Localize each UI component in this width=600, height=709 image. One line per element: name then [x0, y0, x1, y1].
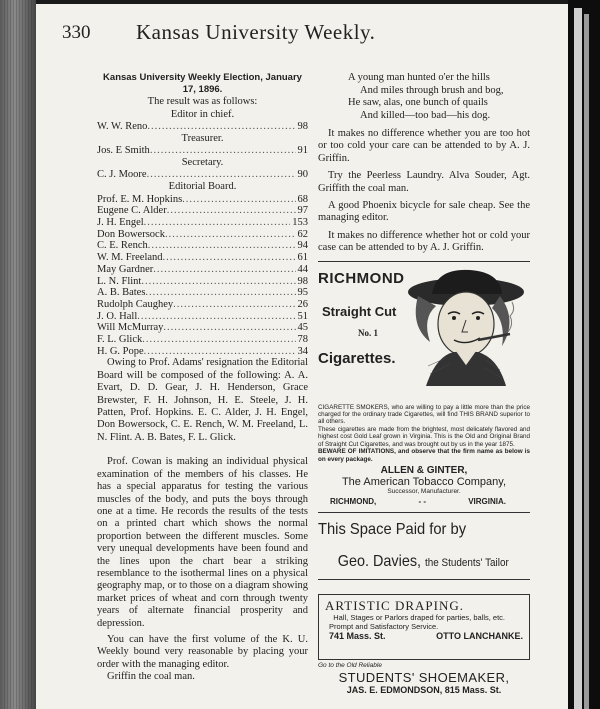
leader-dots [163, 252, 296, 264]
leader-dots [163, 322, 295, 334]
vote-count: 94 [297, 240, 308, 252]
election-result-row [97, 346, 308, 358]
draping-services: Hall, Stages or Parlors draped for parties, balls, etc. [333, 612, 505, 622]
election-result-row [97, 145, 308, 157]
poem [318, 72, 530, 122]
next-page-edge [574, 8, 582, 709]
election-result-row [97, 311, 308, 323]
vote-count: 68 [297, 193, 308, 205]
draping-ad [318, 594, 530, 660]
book-spine [0, 0, 36, 709]
vote-count: 45 [297, 322, 308, 334]
vote-count: 97 [297, 205, 308, 217]
masthead: Kansas University Weekly. [136, 20, 376, 44]
vote-count: 98 [297, 121, 308, 132]
candidate-name: A. B. Bates [97, 287, 146, 299]
vote-count: 90 [297, 169, 308, 181]
draping-title: ARTISTIC DRAPING. [325, 597, 465, 613]
ad-beware: BEWARE OF IMITATIONS, and observe that the firm name as below is on every package. [318, 448, 530, 463]
leader-dots [137, 311, 295, 323]
ad-state: VIRGINIA. [468, 496, 506, 506]
election-result-row [97, 240, 308, 252]
election-result-row [97, 205, 308, 217]
leader-dots [148, 240, 296, 252]
leader-dots [145, 287, 295, 299]
candidate-name: Don Bowersock [97, 228, 165, 240]
ad-fine-print: CIGARETTE SMOKERS, who are willing to pay a little more than the price charged for the ordinary trade Cigarettes, will find THIS BRAND superior to all others. [318, 403, 530, 426]
leader-dots [141, 276, 295, 288]
ad-no: No. 1 [358, 327, 378, 338]
leader-dots [150, 145, 296, 157]
leader-dots [173, 299, 295, 311]
election-result-row [97, 229, 308, 241]
candidate-name: J. H. Engel [97, 217, 144, 229]
election-result-row [97, 252, 308, 264]
candidate-name: Will McMurray [97, 322, 164, 334]
resignation-paragraph: Owing to Prof. Adams' resignation the Editorial Board will be composed of the following: A. A. Evart, D. D. Gear, J. H. Henderson, Grace Brewster, F. H. Johnson, H. E. Steele, J. H. Patten, Prof. Hopkins. E. C. Alder, J. H. Engel, Don Bowersock, C. E. Rench, W. M. Freeland, L. N. Flint. A. B. Bates, F. L. Glick. [97, 357, 308, 443]
candidate-name: J. O. Hall [97, 310, 138, 322]
election-section-heading: Secretary. [181, 156, 224, 168]
tailor-name: Geo. Davies, [337, 552, 422, 570]
shoe-title: STUDENTS' SHOEMAKER, [338, 669, 510, 685]
vote-count: 95 [297, 287, 308, 299]
ad-brand: RICHMOND [318, 269, 405, 287]
election-intro: The result was as follows: [147, 96, 258, 107]
vote-count: 62 [297, 228, 308, 240]
poem-line: And miles through brush and bog, [360, 84, 504, 96]
election-result-row [97, 322, 308, 334]
vote-count: 78 [297, 334, 308, 346]
candidate-name: H. G. Pope [97, 345, 144, 357]
vote-count: 153 [292, 217, 308, 229]
ad-successor: Successor, Manufacturer. [387, 487, 461, 495]
leader-dots [142, 334, 295, 346]
candidate-name: C. E. Rench [97, 240, 148, 252]
candidate-name: May Gardner [97, 263, 154, 275]
notice-paragraph: Try the Peerless Laundry. Alva Souder, Agt. Griffith the coal man. [318, 170, 530, 194]
ad-sub: Straight Cut [322, 303, 397, 319]
leader-dots [153, 264, 295, 276]
vote-count: 26 [297, 298, 308, 310]
ad-divider [318, 512, 530, 513]
ad-maker: ALLEN & GINTER, [380, 464, 468, 476]
candidate-name: Rudolph Caughey [97, 298, 174, 310]
poem-line: A young man hunted o'er the hills [348, 72, 490, 83]
tailor-ad-line1: This Space Paid for by [318, 520, 467, 538]
left-column [97, 72, 308, 684]
ad-location [318, 497, 530, 506]
tailor-ad-line2 [318, 553, 509, 571]
election-result-row [97, 334, 308, 346]
vote-count: 51 [297, 310, 308, 322]
election-result-row [97, 169, 308, 181]
cowan-paragraph: Prof. Cowan is making an individual physical examination of the members of his classes. He has a special apparatus for testing the various muscles of the body, and puts the boys through one at a time. He records the results of the tests on a printed chart which shows the normal proportion between the different muscles. Some very unequal developments have been found and the lines upon the chart bear a striking resemblance to the isothermal lines on a physical geography map, or to those on a diagram showing market prices of wheat and corn through twenty years of alternate financial prosperity and depression. [97, 456, 308, 629]
smoker-portrait-illustration [396, 266, 530, 386]
richmond-cigarette-ad [318, 270, 530, 404]
election-result-row [97, 217, 308, 229]
spine-texture [4, 0, 32, 709]
ad-product: Cigarettes. [318, 349, 396, 367]
election-section-heading: Treasurer. [181, 132, 224, 144]
vote-count: 44 [297, 263, 308, 275]
draping-owner: OTTO LANCHANKE. [436, 631, 523, 642]
vote-count: 34 [297, 345, 308, 357]
volume-paragraph: You can have the first volume of the K. U. Weekly bound very reasonable by placing your order with the managing editor. [97, 633, 308, 670]
election-result-row [97, 264, 308, 276]
leader-dots [167, 205, 296, 217]
leader-dots [144, 346, 296, 358]
tailor-suffix: the Students' Tailor [425, 556, 509, 569]
draping-address: 741 Mass. St. [329, 631, 386, 642]
shoe-tagline: Go to the Old Reliable [318, 661, 382, 669]
ad-company: The American Tobacco Company, [341, 475, 507, 488]
page-edge-2 [584, 14, 589, 709]
page-stack-edge [568, 0, 600, 709]
candidate-name: L. N. Flint [97, 275, 142, 287]
leader-dots [147, 121, 295, 133]
draping-footer [325, 631, 523, 641]
notice-paragraph: It makes no difference whether you are too hot or too cold your care can be attended to by A. J. Griffin. [318, 128, 530, 164]
candidate-name: W. W. Reno [97, 121, 148, 132]
leader-dots [165, 229, 296, 241]
leader-dots [182, 194, 295, 206]
vote-count: 91 [297, 145, 308, 157]
leader-dots [147, 169, 296, 181]
griffin-line: Griffin the coal man. [107, 671, 195, 683]
vote-count: 61 [297, 252, 308, 264]
candidate-name: W. M. Freeland [97, 252, 163, 264]
poem-line: He saw, alas, one bunch of quails [348, 97, 488, 108]
election-result-row [97, 194, 308, 206]
notice-paragraph: It makes no difference whether hot or cold your case can be attended to by A. J. Griffin. [318, 229, 530, 254]
notice-paragraph: A good Phoenix bicycle for sale cheap. See the managing editor. [318, 200, 530, 224]
election-result-row [97, 299, 308, 311]
candidate-name: Eugene C. Alder [97, 205, 167, 217]
draping-prompt: Prompt and Satisfactory Service. [329, 622, 439, 632]
candidate-name: Prof. E. M. Hopkins [97, 193, 183, 205]
election-result-row [97, 276, 308, 288]
ad-city: RICHMOND, [330, 496, 377, 506]
candidate-name: Jos. E Smith [97, 145, 150, 157]
poem-line: And killed—too bad—his dog. [360, 109, 491, 121]
shoe-address: JAS. E. EDMONDSON, 815 Mass. St. [346, 684, 502, 695]
ad-fine-print: These cigarettes are made from the brightest, most delicately flavored and highest cost Gold Leaf grown in Virginia. This is the Old and Original Brand of Straight Cut Cigarettes, and was brought out by us in the year 1875. [318, 425, 530, 448]
election-section-heading: Editorial Board. [168, 181, 237, 193]
candidate-name: C. J. Moore [97, 169, 147, 181]
election-results [97, 109, 308, 358]
leader-dots [144, 217, 291, 229]
candidate-name: F. L. Glick [97, 334, 143, 346]
ad-divider [318, 579, 530, 580]
ad-separator: - - [418, 496, 426, 506]
election-result-row [97, 121, 308, 133]
ad-divider [318, 261, 530, 262]
vote-count: 98 [297, 275, 308, 287]
right-column [318, 72, 530, 695]
page-number: 330 [62, 22, 91, 43]
election-result-row [97, 287, 308, 299]
election-section-heading: Editor in chief. [170, 108, 235, 120]
spacer [97, 444, 308, 456]
election-title: Kansas University Weekly Election, January 17, 1896. [103, 72, 302, 95]
